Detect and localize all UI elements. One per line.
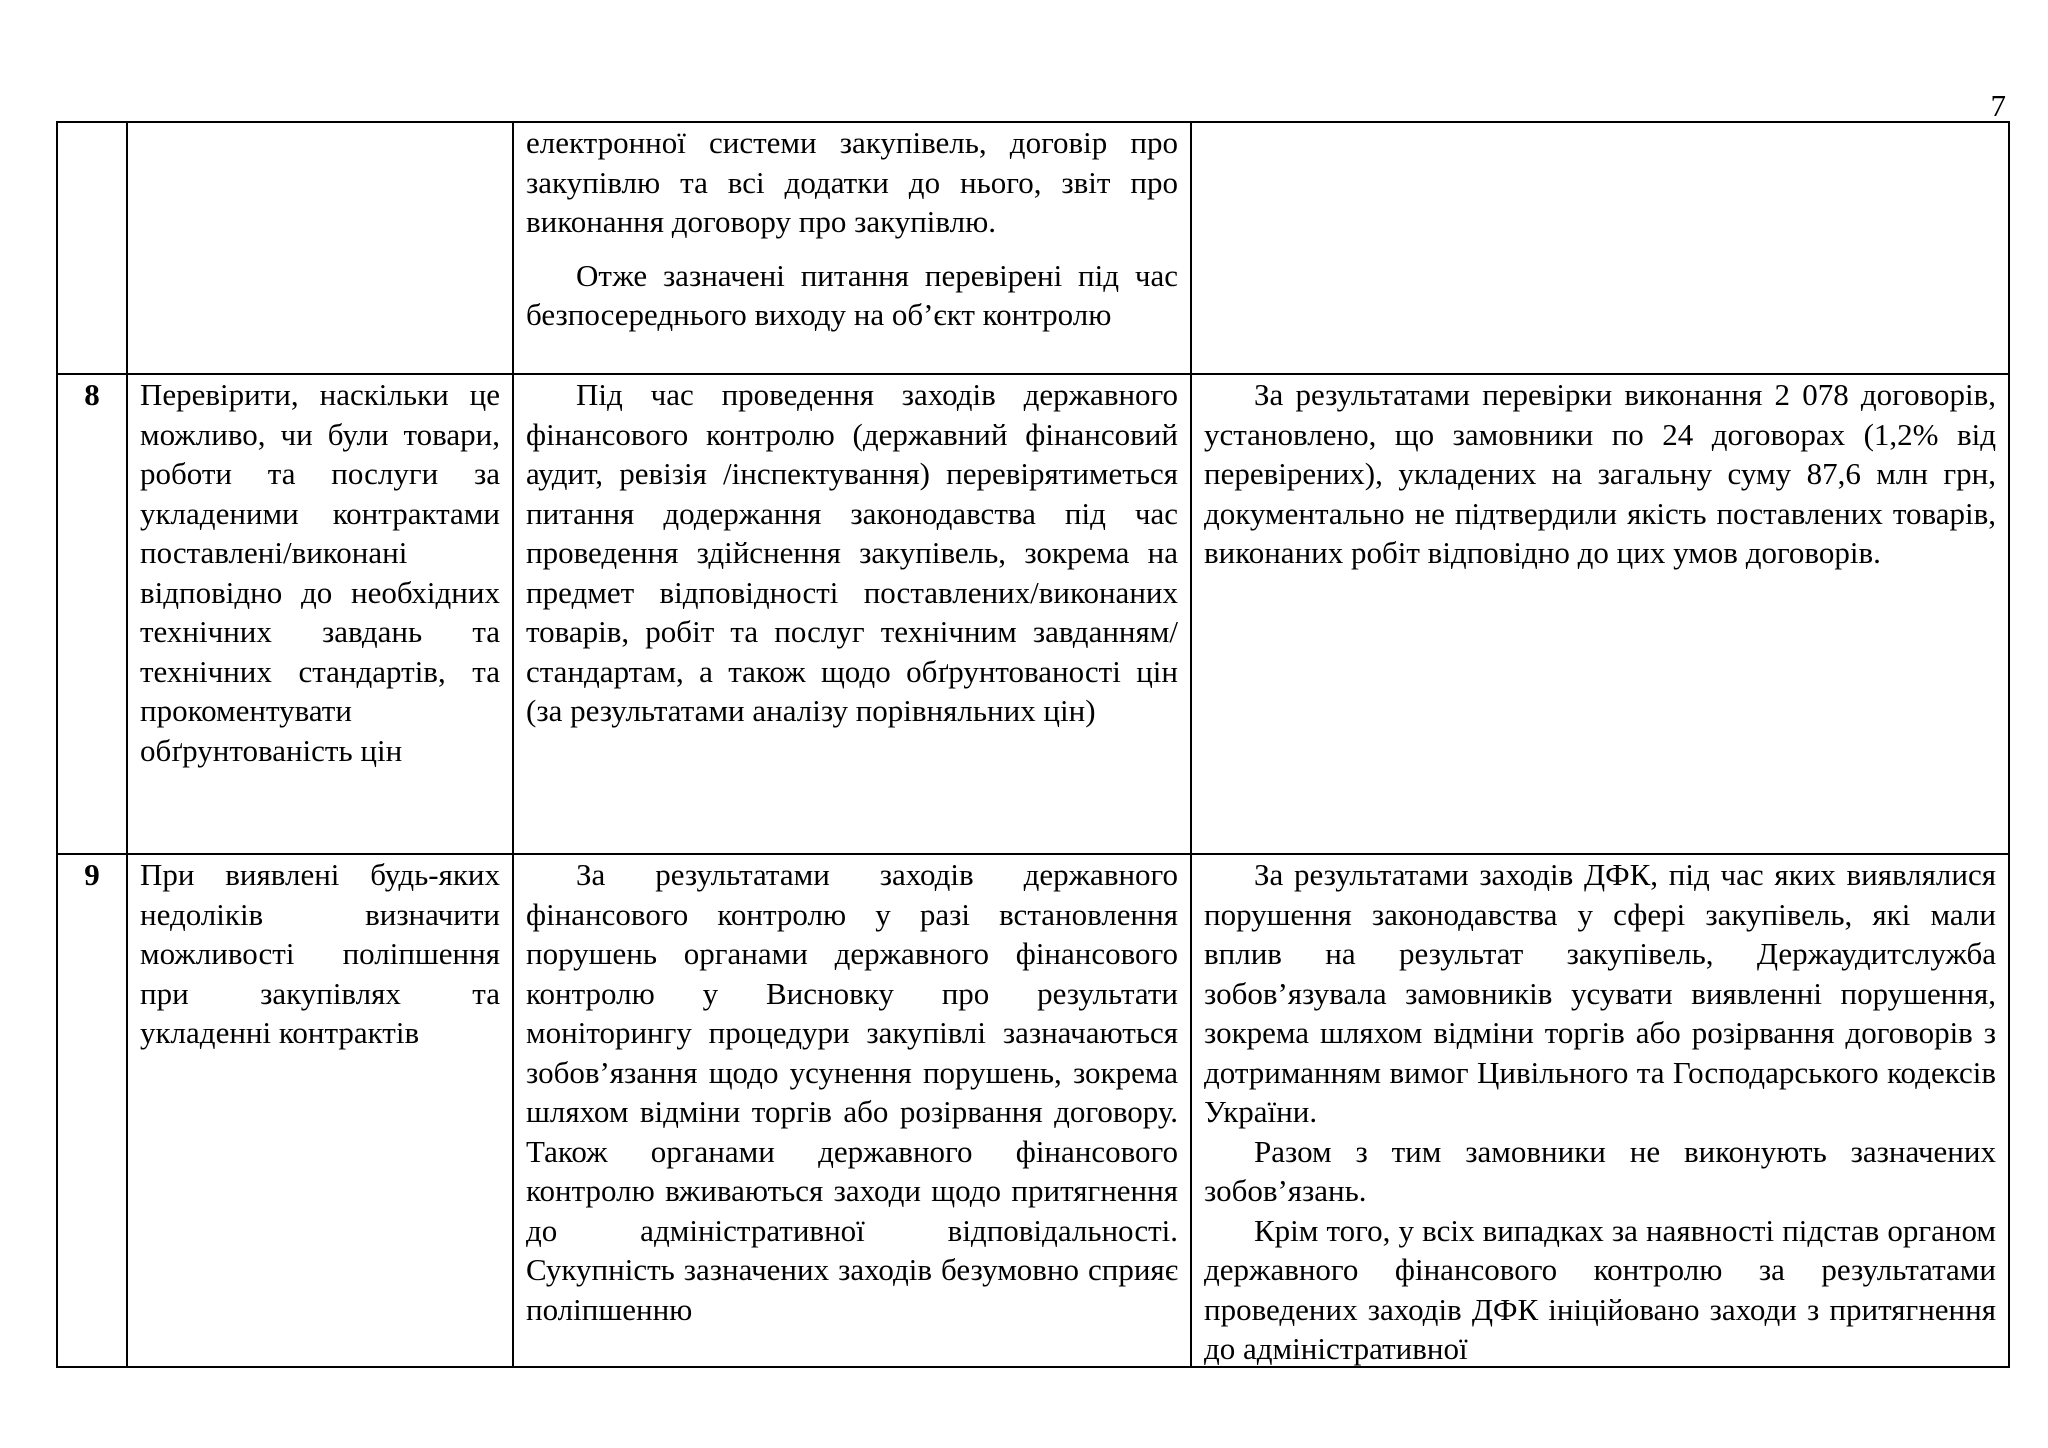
method-cell: [513, 854, 1191, 1367]
result-paragraph: Крім того, у всіх випадках за наявності підстав органом державного фінансового контролю за результатами проведених заходів ДФК ініційовано заходи з притягнення до адміністративної: [1204, 1212, 1996, 1366]
table-row: [57, 374, 2009, 854]
row-number: 9: [57, 854, 127, 1367]
result-paragraph: За результатами перевірки виконання 2 078 договорів, установлено, що замовники по 24 договорах (1,2% від перевірених), укладених на загальну суму 87,6 млн грн, документально не підтвердили якість поставлених товарів, виконаних робіт відповідно до цих умов договорів.: [1204, 377, 1996, 570]
result-cell: [1191, 854, 2009, 1367]
task-cell: [127, 122, 513, 374]
page-number: 7: [1990, 88, 2006, 123]
table-row: [57, 854, 2009, 1367]
result-paragraph: За результатами заходів ДФК, під час яких виявлялися порушення законодавства у сфері закупівель, які мали вплив на результат закупівель, Держаудитслужба зобов’язувала замовників усувати виявленні порушення, зокрема шляхом відміни торгів або розірвання договорів з дотриманням вимог Цивільного та Господарського кодексів України.: [1204, 857, 1996, 1129]
method-paragraph: За результатами заходів державного фінансового контролю у разі встановлення порушень органами державного фінансового контролю у Висновку про результати моніторингу процедури закупівлі зазначаються зобов’язання щодо усунення порушень, зокрема шляхом відміни торгів або розірвання договору. Також органами державного фінансового контролю вживаються заходи щодо притягнення до адміністративної відповідальності. Сукупність зазначених заходів безумовно сприяє поліпшенню: [526, 857, 1178, 1327]
method-cell: [513, 122, 1191, 374]
method-paragraph: Отже зазначені питання перевірені під час безпосереднього виходу на об’єкт контролю: [526, 257, 1178, 332]
task-text: Перевірити, наскільки це можливо, чи були товари, роботи та послуги за укладеними контрактами поставлені/виконані відповідно до необхідних технічних завдань та технічних стандартів, та прокоментувати обґрунтованість цін: [140, 377, 500, 768]
report-table: [56, 121, 2010, 1368]
row-number: 8: [57, 374, 127, 854]
task-cell: [127, 854, 513, 1367]
task-cell: [127, 374, 513, 854]
method-paragraph: електронної системи закупівель, договір про закупівлю та всі додатки до нього, звіт про виконання договору про закупівлю.: [526, 125, 1178, 239]
method-paragraph: Під час проведення заходів державного фінансового контролю (державний фінансовий аудит, ревізія /інспектування) перевірятиметься питання додержання законодавства під час проведення здійснення закупівель, зокрема на предмет відповідності поставлених/виконаних товарів, робіт та послуг технічним завданням/стандартам, а також щодо обґрунтованості цін (за результатами аналізу порівняльних цін): [526, 377, 1178, 728]
result-cell: [1191, 122, 2009, 374]
result-paragraph: Разом з тим замовники не виконують зазначених зобов’язань.: [1204, 1133, 1996, 1208]
row-number: [57, 122, 127, 374]
task-text: При виявлені будь-яких недоліків визначити можливості поліпшення при закупівлях та укладенні контрактів: [140, 857, 500, 1050]
table-row: [57, 122, 2009, 374]
method-cell: [513, 374, 1191, 854]
result-cell: [1191, 374, 2009, 854]
